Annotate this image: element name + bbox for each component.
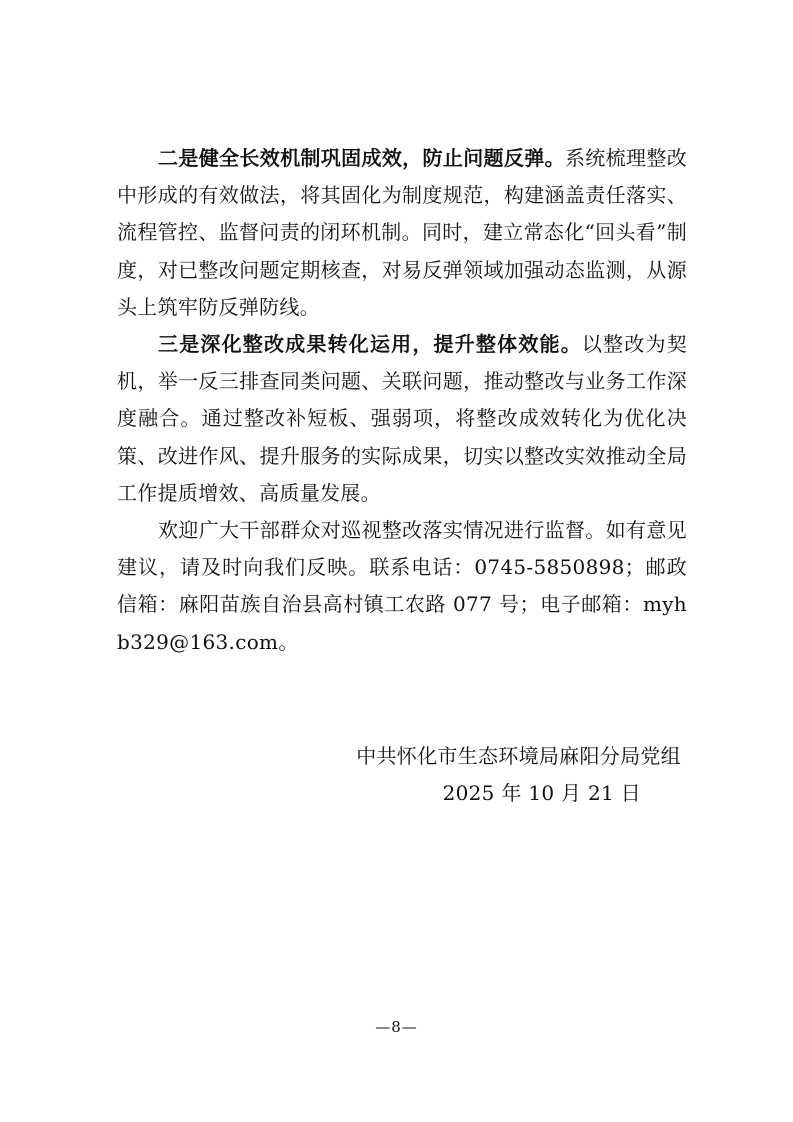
- paragraph-text: 欢迎广大干部群众对巡视整改落实情况进行监督。如有意见建议，请及时向我们反映。联系电话：0745-5850898；邮政信箱：麻阳苗族自治县高村镇工农路 077 号；电子邮箱：myhb329@163.com。: [117, 518, 687, 654]
- paragraph-results: [117, 326, 687, 512]
- page-number: —8—: [375, 1018, 418, 1036]
- paragraph-contact: [117, 512, 687, 661]
- paragraph-mechanism: [117, 140, 687, 326]
- signature-date: 2025 年 10 月 21 日: [442, 781, 641, 805]
- paragraph-text: 系统梳理整改中形成的有效做法，将其固化为制度规范，构建涵盖责任落实、流程管控、监督问责的闭环机制。同时，建立常态化“回头看”制度，对已整改问题定期核查，对易反弹领域加强动态监测，从源头上筑牢防反弹防线。: [117, 146, 687, 319]
- signature-organization: 中共怀化市生态环境局麻阳分局党组: [356, 744, 681, 768]
- signature-block: [356, 738, 681, 812]
- document-body: [117, 140, 687, 661]
- paragraph-text: 以整改为契机，举一反三排查同类问题、关联问题，推动整改与业务工作深度融合。通过整改补短板、强弱项，将整改成效转化为优化决策、改进作风、提升服务的实际成果，切实以整改实效推动全局工作提质增效、高质量发展。: [117, 332, 688, 505]
- paragraph-lead: 三是深化整改成果转化运用，提升整体效能。: [158, 332, 582, 357]
- paragraph-lead: 二是健全长效机制巩固成效，防止问题反弹。: [158, 146, 565, 170]
